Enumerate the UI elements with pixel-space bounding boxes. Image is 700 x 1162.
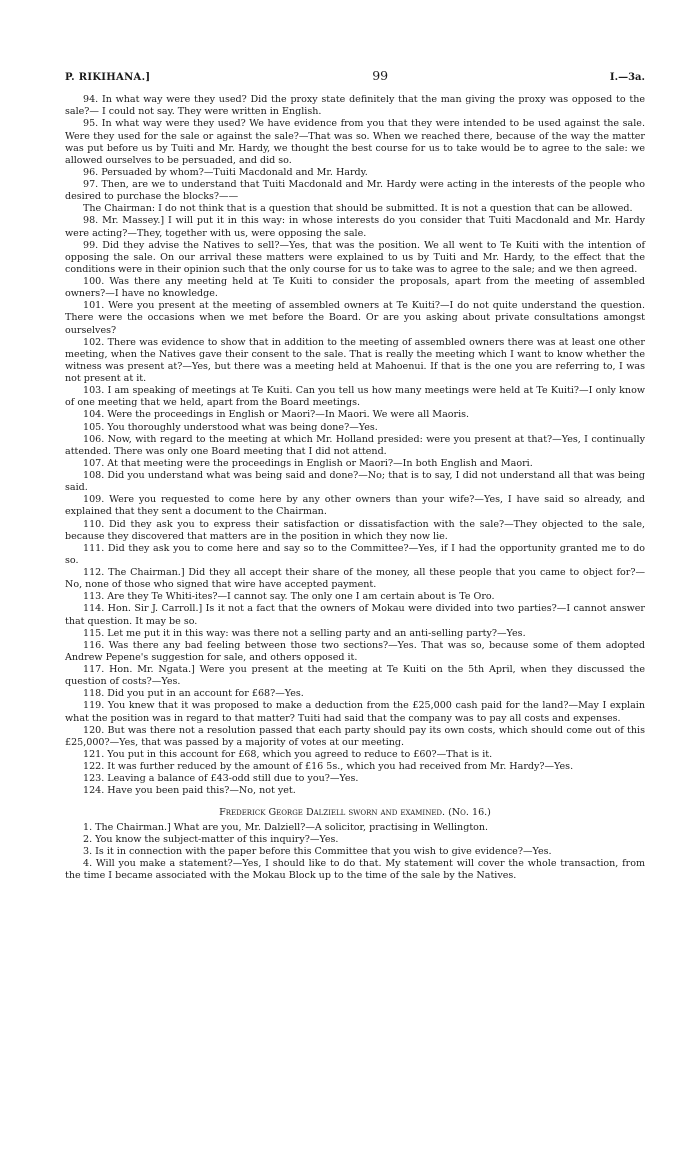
paragraph-116: 116. Was there any bad feeling between those two sections?—Yes. That was so, because some of them adopted Andrew Pepene's suggestion for sale, and others opposed it. (65, 639, 645, 663)
paragraph-111: 111. Did they ask you to come here and say so to the Committee?—Yes, if I had the opportunity granted me to do so. (65, 542, 645, 566)
paragraph-95: 95. In what way were they used? We have evidence from you that they were intended to be used against the sale. Were they used for the sale or against the sale?—That was so. When we reached there, because of the way the matter was put before us by Tuiti and Mr. Hardy, we thought the best course for us to take would be to agree to the sale: we allowed ourselves to be persuaded, and did so. (65, 118, 645, 166)
paragraph-118: 118. Did you put in an account for £68?—Yes. (83, 688, 304, 700)
paragraph-115: 115. Let me put it in this way: was there not a selling party and an anti-selling party?—Yes. (83, 627, 526, 639)
paragraph-110: 110. Did they ask you to express their satisfaction or dissatisfaction with the sale?—They objected to the sale, because they discovered that matters are in the position in which they now lie. (65, 518, 645, 542)
chairman-ruling: The Chairman: I do not think that is a question that should be submitted. It is not a question that can be allowed. (83, 203, 633, 215)
paragraph-94: 94. In what way were they used? Did the proxy state definitely that the man giving the proxy was opposed to the sale?— I could not say. They were written in English. (65, 94, 645, 118)
witness-running-head: P. RIKIHANA.] (65, 72, 151, 83)
witness-paragraph-1: 1. The Chairman.] What are you, Mr. Dalziell?—A solicitor, practising in Wellington. (83, 821, 489, 833)
witness-heading: Frederick George Dalziell sworn and examined. (No. 16.) (219, 807, 491, 819)
document-reference: I.—3a. (609, 72, 645, 83)
paragraph-96: 96. Persuaded by whom?—Tuiti Macdonald and Mr. Hardy. (83, 166, 368, 178)
paragraph-102: 102. There was evidence to show that in addition to the meeting of assembled owners there was at least one other meeting, when the Natives gave their consent to the sale. That is really the meeting which I want to know whether the witness was present at?—Yes, but there was a meeting held at Mahoenui. If that is the one you are referring to, I was not present at it. (65, 336, 645, 384)
paragraph-117: 117. Hon. Mr. Ngata.] Were you present at the meeting at Te Kuiti on the 5th April, when they discussed the question of costs?—Yes. (65, 664, 645, 688)
paragraph-105: 105. You thoroughly understood what was being done?—Yes. (83, 421, 378, 433)
witness-paragraph-4: 4. Will you make a statement?—Yes, I should like to do that. My statement will cover the whole transaction, from the time I became associated with the Mokau Block up to the time of the sale by the Natives. (65, 857, 645, 881)
paragraph-108: 108. Did you understand what was being said and done?—No; that is to say, I did not understand all that was being said. (65, 470, 645, 494)
paragraph-100: 100. Was there any meeting held at Te Kuiti to consider the proposals, apart from the meeting of assembled owners?—I have no knowledge. (65, 276, 645, 300)
paragraph-97: 97. Then, are we to understand that Tuiti Macdonald and Mr. Hardy were acting in the interests of the people who desired to purchase the blocks?—— (65, 179, 645, 203)
paragraph-107: 107. At that meeting were the proceedings in English or Maori?—In both English and Maori. (83, 457, 533, 469)
page-header (65, 70, 645, 84)
witness-paragraph-2: 2. You know the subject-matter of this inquiry?—Yes. (83, 833, 339, 845)
paragraph-103: 103. I am speaking of meetings at Te Kuiti. Can you tell us how many meetings were held at Te Kuiti?—I only know of one meeting that we held, apart from the Board meetings. (65, 385, 645, 409)
testimony-body (65, 94, 645, 797)
paragraph-119: 119. You knew that it was proposed to make a deduction from the £25,000 cash paid for the land?—May I explain what the position was in regard to that matter? Tuiti had said that the company was to pay all costs and expenses. (65, 700, 645, 724)
paragraph-123: 123. Leaving a balance of £43-odd still due to you?—Yes. (83, 773, 359, 785)
paragraph-101: 101. Were you present at the meeting of assembled owners at Te Kuiti?—I do not quite understand the question. There were the occasions when we met before the Board. Or are you asking about private consultations amongst ourselves? (65, 300, 645, 336)
paragraph-106: 106. Now, with regard to the meeting at which Mr. Holland presided: were you present at that?—Yes, I continually attended. There was only one Board meeting that I did not attend. (65, 433, 645, 457)
paragraph-120: 120. But was there not a resolution passed that each party should pay its own costs, which should come out of this £25,000?—Yes, that was passed by a majority of votes at our meeting. (65, 724, 645, 748)
paragraph-98: 98. Mr. Massey.] I will put it in this way: in whose interests do you consider that Tuiti Macdonald and Mr. Hardy were acting?—They, together with us, were opposing the sale. (65, 215, 645, 239)
page-number: 99 (372, 68, 389, 83)
witness-testimony (65, 822, 645, 883)
paragraph-112: 112. The Chairman.] Did they all accept their share of the money, all these people that you came to object for?—No, none of those who signed that wire have accepted payment. (65, 567, 645, 591)
witness-paragraph-3: 3. Is it in connection with the paper before this Committee that you wish to give evidence?—Yes. (83, 845, 552, 857)
paragraph-124: 124. Have you been paid this?—No, not yet. (83, 785, 296, 797)
paragraph-113: 113. Are they Te Whiti-ites?—I cannot say. The only one I am certain about is Te Oro. (83, 591, 495, 603)
paragraph-114: 114. Hon. Sir J. Carroll.] Is it not a fact that the owners of Mokau were divided into two parties?—I cannot answer that question. It may be so. (65, 603, 645, 627)
paragraph-104: 104. Were the proceedings in English or Maori?—In Maori. We were all Maoris. (83, 409, 470, 421)
paragraph-122: 122. It was further reduced by the amount of £16 5s., which you had received from Mr. Hardy?—Yes. (83, 761, 574, 772)
paragraph-99: 99. Did they advise the Natives to sell?—Yes, that was the position. We all went to Te Kuiti with the intention of opposing the sale. On our arrival these matters were explained to us by Tuiti and Mr. Hardy, to the effect that the conditions were in their opinion such that the only course for us to take was to agree to the sale; and we then agreed. (65, 239, 645, 275)
paragraph-109: 109. Were you requested to come here by any other owners than your wife?—Yes, I have said so already, and explained that they sent a document to the Chairman. (65, 494, 645, 518)
paragraph-121: 121. You put in this account for £68, which you agreed to reduce to £60?—That is it. (83, 748, 493, 760)
